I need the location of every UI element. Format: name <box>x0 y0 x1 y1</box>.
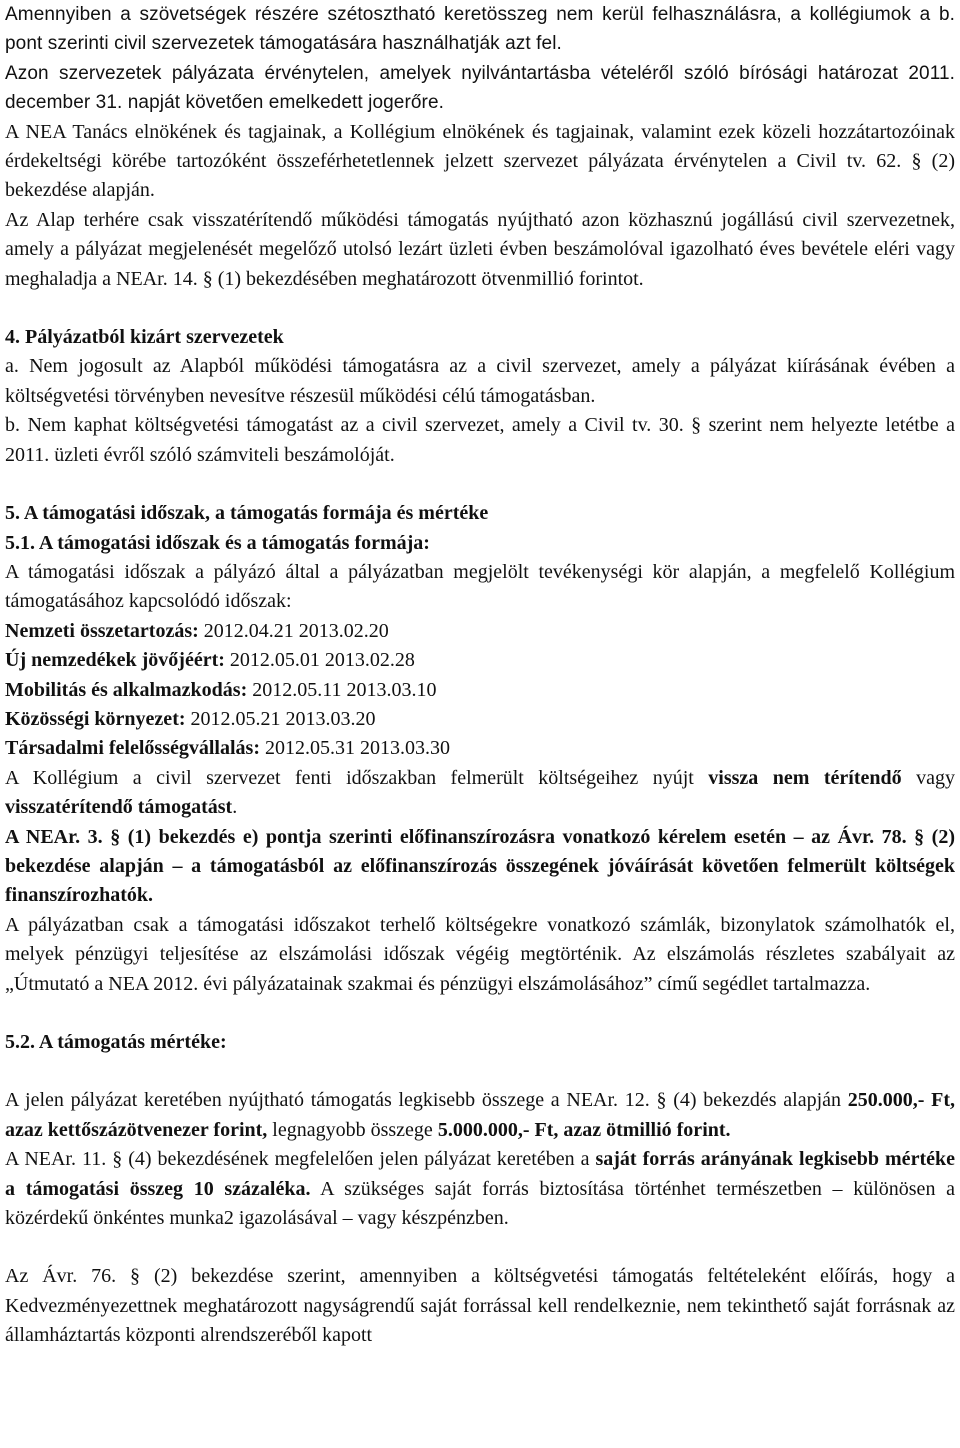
paragraph-osszeferhetetlen: A NEA Tanács elnökének és tagjainak, a Kollégium elnökének és tagjainak, valamint ezek közeli hozzátartozóinak érdekeltségi körébe tartozóként összeférhetetlennek jelzett szervezet pályázata érvénytelen a Civil tv. 62. § (2) bekezdése alapján. <box>5 120 955 202</box>
period-value: 2012.05.31 2013.03.30 <box>259 737 450 760</box>
paragraph-elofinanszirozas <box>5 823 955 911</box>
bold-run: A NEAr. 3. <box>5 825 111 848</box>
period-item <box>5 734 955 763</box>
bold-run: § (1) bekezdés e) pontja szerinti előfinanszírozásra vonatkozó kérelem esetén – az Ávr. 78. § (2) bekezdése alapján – a támogatásból az előfinanszírozás összegének jóváírását követően felmerült költségek finanszírozhatók. <box>5 825 956 907</box>
paragraph-szamlak: A pályázatban csak a támogatási időszakot terhelő költségekre vonatkozó számlák, bizonylatok számolhatók el, melyek pénzügyi teljesítése az elszámolási időszak végéig megtörténik. Az elszámolás részletes szabályait az „Útmutató a NEA 2012. évi pályázatainak szakmai és pénzügyi elszámolásához” című segédlet tartalmazza. <box>5 913 955 995</box>
bold-run: vissza nem térítendő <box>708 766 902 789</box>
section-4-item-b: b. Nem kaphat költségvetési támogatást az a civil szervezet, amely a Civil tv. 30. § szerint nem helyezte letétbe a 2011. üzleti évről szóló számviteli beszámolóját. <box>5 414 955 466</box>
paragraph-sajat-forras <box>5 1145 955 1233</box>
period-label: Társadalmi felelősségvállalás: <box>5 737 260 760</box>
section-5-heading: 5. A támogatási időszak, a támogatás formája és mértéke <box>5 502 489 525</box>
text-run: A NEAr. 11. § (4) bekezdésének megfelelően jelen pályázat keretében a <box>5 1148 596 1171</box>
spacer <box>5 470 955 499</box>
period-value: 2012.05.11 2013.03.10 <box>247 678 437 701</box>
section-4-item-a: a. Nem jogosult az Alapból működési támogatásra az a civil szervezet, amely a pályázat kiírásának évében a költségvetési törvényben nevesítve részesül működési célú támogatásban. <box>5 355 955 407</box>
period-list <box>5 617 955 764</box>
period-label: Nemzeti összetartozás: <box>5 619 199 642</box>
paragraph-visszaterítendo: Az Alap terhére csak visszatérítendő működési támogatás nyújtható azon közhasznú jogállású civil szervezetnek, amely a pályázat megjelenését megelőző utolsó lezárt üzleti évben beszámolóval igazolható éves bevétele eléri vagy meghaladja a NEAr. 14. § (1) bekezdésében meghatározott ötvenmillió forintot. <box>5 208 955 290</box>
period-label: Közösségi környezet: <box>5 707 186 730</box>
spacer <box>5 999 955 1028</box>
period-value: 2012.05.21 2013.03.20 <box>185 707 376 730</box>
text-run: A szükséges saját forrás biztosítása történhet természetben – különösen a közérdekű önkéntes munka2 igazolásával – vagy készpénzben. <box>5 1177 956 1230</box>
period-label: Mobilitás és alkalmazkodás: <box>5 678 248 701</box>
section-5-1-heading: 5.1. A támogatási időszak és a támogatás formája: <box>5 531 430 554</box>
paragraph-szovetsegek: Amennyiben a szövetségek részére szétosztható keretösszeg nem kerül felhasználásra, a kollégiumok a b. pont szerinti civil szervezetek támogatására használhatják azt fel. <box>5 4 955 55</box>
bold-run: 5.000.000,- Ft, azaz ötmillió forint. <box>437 1118 731 1141</box>
paragraph-ervenytelen-nyilvantartas: Azon szervezetek pályázata érvénytelen, amelyek nyilvántartásba vételéről szóló bírósági határozat 2011. december 31. napját követően emelkedett jogerőre. <box>5 62 955 114</box>
paragraph-avr76: Az Ávr. 76. § (2) bekezdése szerint, amennyiben a költségvetési támogatás feltételeként előírás, hogy a Kedvezményezettnek meghatározott nagyságrendű saját forrással kell rendelkeznie, nem tekinthető saját forrásnak az államháztartás központi alrendszeréből kapott <box>5 1265 955 1347</box>
period-item <box>5 705 955 734</box>
text-run: A jelen pályázat keretében nyújtható támogatás legkisebb összege a NEAr. 12. § (4) bekezdés alapján <box>5 1089 848 1112</box>
period-value: 2012.05.01 2013.02.28 <box>224 649 415 672</box>
bold-run: visszatérítendő támogatást <box>5 796 233 819</box>
bold-run: 250.000,- Ft, azaz kettőszázötvenezer forint, <box>5 1089 955 1141</box>
period-item <box>5 646 955 675</box>
text-run: legnagyobb összege <box>267 1118 438 1141</box>
period-label: Új nemzedékek jövőjéért: <box>5 649 225 672</box>
spacer <box>5 1057 955 1086</box>
paragraph-kollegium-tamogatas <box>5 764 955 823</box>
section-5-1-intro: A támogatási időszak a pályázó által a pályázatban megjelölt tevékenységi kör alapján, a megfelelő Kollégium támogatásához kapcsolódó időszak: <box>5 560 955 613</box>
text-run: . <box>232 796 238 819</box>
period-item <box>5 617 955 646</box>
bold-run: saját forrás arányának legkisebb mértéke a támogatási összeg 10 százaléka. <box>5 1148 955 1200</box>
section-5-2-heading: 5.2. A támogatás mértéke: <box>5 1031 227 1053</box>
paragraph-tamogatas-osszeg <box>5 1086 955 1145</box>
text-run: vagy <box>901 766 955 789</box>
spacer <box>5 294 955 323</box>
spacer <box>5 1233 955 1262</box>
section-4-heading: 4. Pályázatból kizárt szervezetek <box>5 326 284 349</box>
text-run: A Kollégium a civil szervezet fenti időszakban felmerült költségeihez nyújt <box>5 766 709 789</box>
period-value: 2012.04.21 2013.02.20 <box>198 619 389 642</box>
period-item <box>5 676 955 705</box>
